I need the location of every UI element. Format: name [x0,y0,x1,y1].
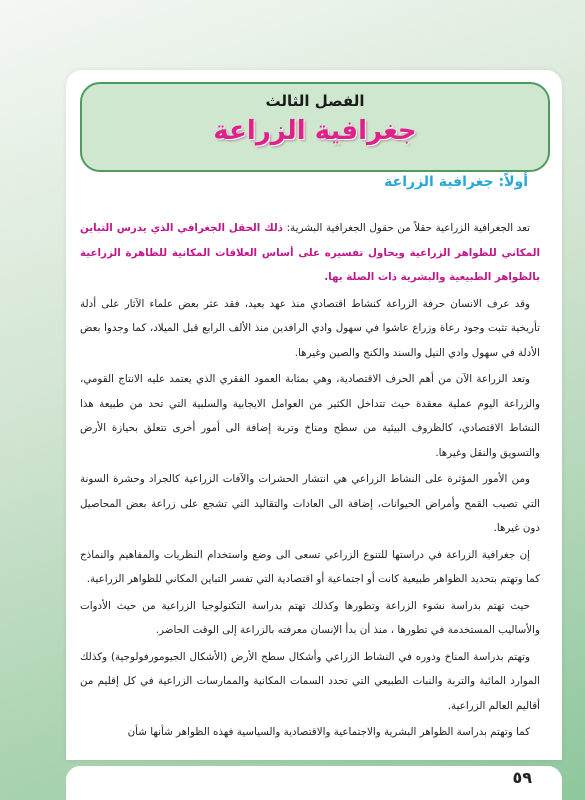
paragraph [80,594,540,643]
paragraph-text: وتعد الزراعة الآن من أهم الحرف الاقتصادية، وهي بمثابة العمود الفقري الذي يعتمد عليه الانتاج القومي، والزراعة اليوم عملية معقدة حيث تتداخل الكثير من العوامل الايجابية والسلبية التي تحد من طبيعة هذا النشاط الاقتصادي، كالظروف البيئية من سطح ومناخ وتربة إضافة الى أمور أخرى تتعلق بحيازة الأرض والتسويق والنقل وغيرها. [80,373,540,459]
paragraph-text: إن جغرافية الزراعة في دراستها للتنوع الزراعي تسعى الى وضع واستخدام النظريات والمفاهيم والنماذج كما وتهتم بتحديد الظواهر طبيعية كانت أو اجتماعية أو اقتصادية التي تفسر التباين المكاني للظواهر الزراعية. [80,548,540,585]
paragraph [80,543,540,592]
page-number: ٥٩ [512,768,532,787]
chapter-title: جغرافية الزراعة [213,116,417,146]
section-heading: أولاً: جغرافية الزراعة [384,174,528,190]
paragraph [80,216,540,290]
document-page [66,70,562,760]
paragraph-text: وتهتم بدراسة المناخ ودوره في النشاط الزراعي وأشكال سطح الأرض (الأشكال الجيومورفولوجية) وكذلك الموارد المائية والتربة والنبات الطبيعي التي تحدد السمات المكانية والممارسات الزراعية في كل إقليم من أقاليم العالم الزراعية. [80,650,540,712]
paragraph [80,645,540,719]
paragraph [80,467,540,541]
paragraph [80,292,540,366]
paragraph [80,367,540,465]
paragraph-text: كما وتهتم بدراسة الظواهر البشرية والاجتماعية والاقتصادية والسياسية فهذه الظواهر شأنها شأن [127,726,530,738]
paragraph-text: تعد الجغرافية الزراعية حقلاً من حقول الجغرافية البشرية: [282,222,530,234]
highlighted-definition: ذلك الحقل الجغرافي الذي يدرس التباين المكاني للظواهر الزراعية ويحاول تفسيره على أساس العلاقات المكانية للظاهرة الزراعية بالظواهر الطبيعية والبشرية ذات الصلة بها. [80,222,540,283]
chapter-header-box [80,82,550,172]
paragraph-text: ومن الأمور المؤثرة على النشاط الزراعي هي انتشار الحشرات والآفات الزراعية كالجراد وحشرة السونة التي تصيب القمح وأمراض الحيوانات، إضافة الى العادات والتقاليد التي تشجع على زراعة بعض المحاصيل دون غيرها. [80,473,540,534]
paragraph-text: حيث تهتم بدراسة نشوء الزراعة وتطورها وكذلك تهتم بدراسة التكنولوجيا الزراعية من حيث الأدوات والأساليب المستخدمة في تطورها ، منذ أن بدأ الإنسان معرفته بالزراعة إلى الوقت الحاضر. [80,599,540,636]
chapter-number: الفصل الثالث [265,92,365,110]
paragraph [80,720,540,745]
paragraph-text: وقد عرف الانسان حرفة الزراعة كنشاط اقتصادي منذ عهد بعيد، فقد عثر بعض علماء الآثار على أدلة تأريخية تثبت وجود رعاة وزراع عاشوا في سهول وادي الرافدين منذ الألف الرابع قبل الميلاد، كما وجدوا بعض الأدلة في سهول وادي النيل والسند والكنج والصين وغيرها. [80,297,540,359]
footer-bar [66,766,562,800]
body-text [80,216,540,747]
